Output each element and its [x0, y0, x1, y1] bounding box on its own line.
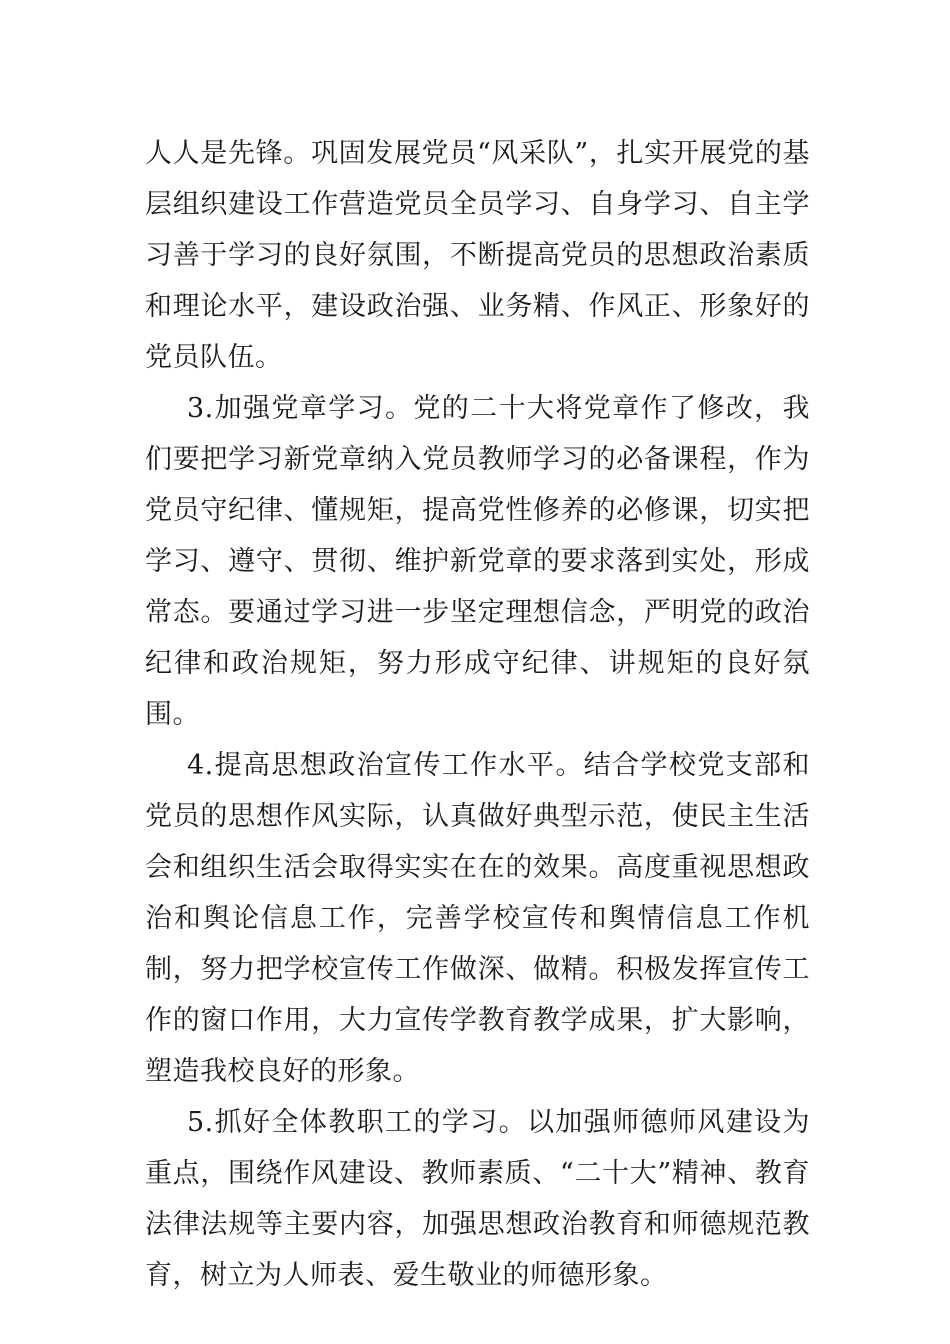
paragraph-item-4: 4.提高思想政治宣传工作水平。结合学校党支部和党员的思想作风实际，认真做好典型示范，使民主生活会和组织生活会取得实实在在的效果。高度重视思想政治和舆论信息工作，完善学校宣传和舆情信息工作机制，努力把学校宣传工作做深、做精。积极发挥宣传工作的窗口作用，大力宣传学教育教学成果，扩大影响，塑造我校良好的形象。: [145, 750, 810, 1087]
paragraph-continuation: 人人是先锋。巩固发展党员“风采队”，扎实开展党的基层组织建设工作营造党员全员学习、自身学习、自主学习善于学习的良好氛围，不断提高党员的思想政治素质和理论水平，建设政治强、业务精、作风正、形象好的党员队伍。: [145, 138, 810, 373]
document-body: [145, 128, 810, 1301]
paragraph-item-5: 5.抓好全体教职工的学习。以加强师德师风建设为重点，围绕作风建设、教师素质、“二十大”精神、教育法律法规等主要内容，加强思想政治教育和师德规范教育，树立为人师表、爱生敬业的师德形象。: [145, 1107, 810, 1291]
paragraph-item-3: 3.加强党章学习。党的二十大将党章作了修改，我们要把学习新党章纳入党员教师学习的必备课程，作为党员守纪律、懂规矩，提高党性修养的必修课，切实把学习、遵守、贯彻、维护新党章的要求落到实处，形成常态。要通过学习进一步坚定理想信念，严明党的政治纪律和政治规矩，努力形成守纪律、讲规矩的良好氛围。: [145, 393, 810, 730]
